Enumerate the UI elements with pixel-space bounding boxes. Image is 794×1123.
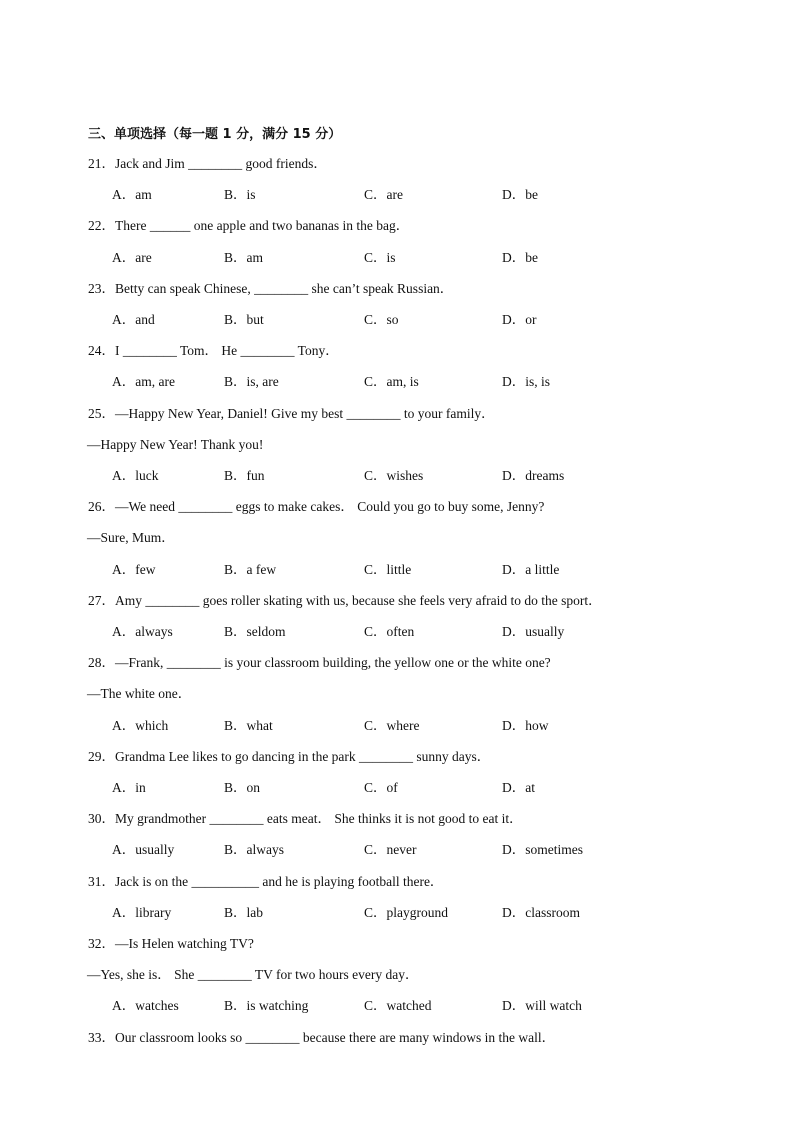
question-22-options: [0, 249, 794, 267]
option-a: A．are: [112, 250, 152, 265]
option-c: C．am, is: [364, 374, 419, 389]
option-d: D．will watch: [502, 998, 582, 1013]
option-d: D．usually: [502, 624, 565, 639]
option-b: B．is watching: [224, 998, 309, 1013]
option-a: A．am, are: [112, 374, 175, 389]
option-c: C．often: [364, 624, 415, 639]
question-31-text: 31．Jack is on the __________ and he is playing football there．: [88, 874, 444, 889]
option-c: C．of: [364, 780, 398, 795]
option-d: D．be: [502, 250, 538, 265]
option-b: B．seldom: [224, 624, 286, 639]
question-27-text: 27．Amy ________ goes roller skating with us, because she feels very afraid to do the sport．: [88, 593, 602, 608]
option-c: C．are: [364, 187, 403, 202]
question-29-text: 29．Grandma Lee likes to go dancing in the park ________ sunny days．: [88, 749, 491, 764]
question-32-options: [0, 997, 794, 1015]
question-25-text: 25．—Happy New Year, Daniel! Give my best ________ to your family．: [88, 406, 495, 421]
option-c: C．never: [364, 842, 417, 857]
option-a: A．watches: [112, 998, 179, 1013]
question-28-reply: —The white one．: [87, 686, 192, 701]
question-21-options: [0, 186, 794, 204]
option-b: B．fun: [224, 468, 265, 483]
option-d: D．or: [502, 312, 537, 327]
question-28-options: [0, 717, 794, 735]
option-d: D．classroom: [502, 905, 580, 920]
option-d: D．at: [502, 780, 535, 795]
option-c: C．playground: [364, 905, 448, 920]
question-28-text: 28．—Frank, ________ is your classroom building, the yellow one or the white one?: [88, 655, 551, 670]
option-b: B．am: [224, 250, 263, 265]
question-30-options: [0, 841, 794, 859]
option-d: D．sometimes: [502, 842, 583, 857]
option-a: A．in: [112, 780, 146, 795]
option-a: A．usually: [112, 842, 175, 857]
option-b: B．is, are: [224, 374, 279, 389]
question-26-reply: —Sure, Mum．: [87, 530, 175, 545]
option-c: C．where: [364, 718, 420, 733]
option-b: B．what: [224, 718, 273, 733]
question-30-text: 30．My grandmother ________ eats meat． She thinks it is not good to eat it．: [88, 811, 523, 826]
option-d: D．how: [502, 718, 549, 733]
option-b: B．is: [224, 187, 256, 202]
question-32-text: 32．—Is Helen watching TV?: [88, 936, 254, 951]
question-25-options: [0, 467, 794, 485]
option-b: B．but: [224, 312, 264, 327]
option-a: A．which: [112, 718, 169, 733]
option-a: A．am: [112, 187, 152, 202]
question-26-text: 26．—We need ________ eggs to make cakes． Could you go to buy some, Jenny?: [88, 499, 545, 514]
question-22-text: 22．There ______ one apple and two bananas in the bag．: [88, 218, 410, 233]
question-23-options: [0, 311, 794, 329]
option-c: C．little: [364, 562, 412, 577]
option-d: D．a little: [502, 562, 560, 577]
option-a: A．library: [112, 905, 172, 920]
question-25-reply: —Happy New Year! Thank you!: [87, 437, 264, 452]
option-a: A．luck: [112, 468, 159, 483]
option-d: D．be: [502, 187, 538, 202]
option-b: B．lab: [224, 905, 263, 920]
option-c: C．is: [364, 250, 396, 265]
option-b: B．a few: [224, 562, 277, 577]
option-c: C．watched: [364, 998, 432, 1013]
question-29-options: [0, 779, 794, 797]
question-31-options: [0, 904, 794, 922]
question-24-options: [0, 373, 794, 391]
option-c: C．so: [364, 312, 399, 327]
option-c: C．wishes: [364, 468, 424, 483]
option-a: A．few: [112, 562, 156, 577]
question-33-text: 33．Our classroom looks so ________ because there are many windows in the wall．: [88, 1030, 556, 1045]
option-d: D．dreams: [502, 468, 565, 483]
option-d: D．is, is: [502, 374, 551, 389]
question-21-text: 21．Jack and Jim ________ good friends．: [88, 156, 327, 171]
question-26-options: [0, 561, 794, 579]
option-b: B．on: [224, 780, 261, 795]
option-a: A．always: [112, 624, 173, 639]
question-27-options: [0, 623, 794, 641]
option-a: A．and: [112, 312, 155, 327]
question-24-text: 24．I ________ Tom． He ________ Tony．: [88, 343, 339, 358]
question-23-text: 23．Betty can speak Chinese, ________ she can’t speak Russian．: [88, 281, 454, 296]
section-title: 三、单项选择（每一题 1 分，满分 15 分）: [88, 127, 342, 142]
question-32-reply: —Yes, she is． She ________ TV for two hours every day．: [87, 967, 419, 982]
option-b: B．always: [224, 842, 284, 857]
